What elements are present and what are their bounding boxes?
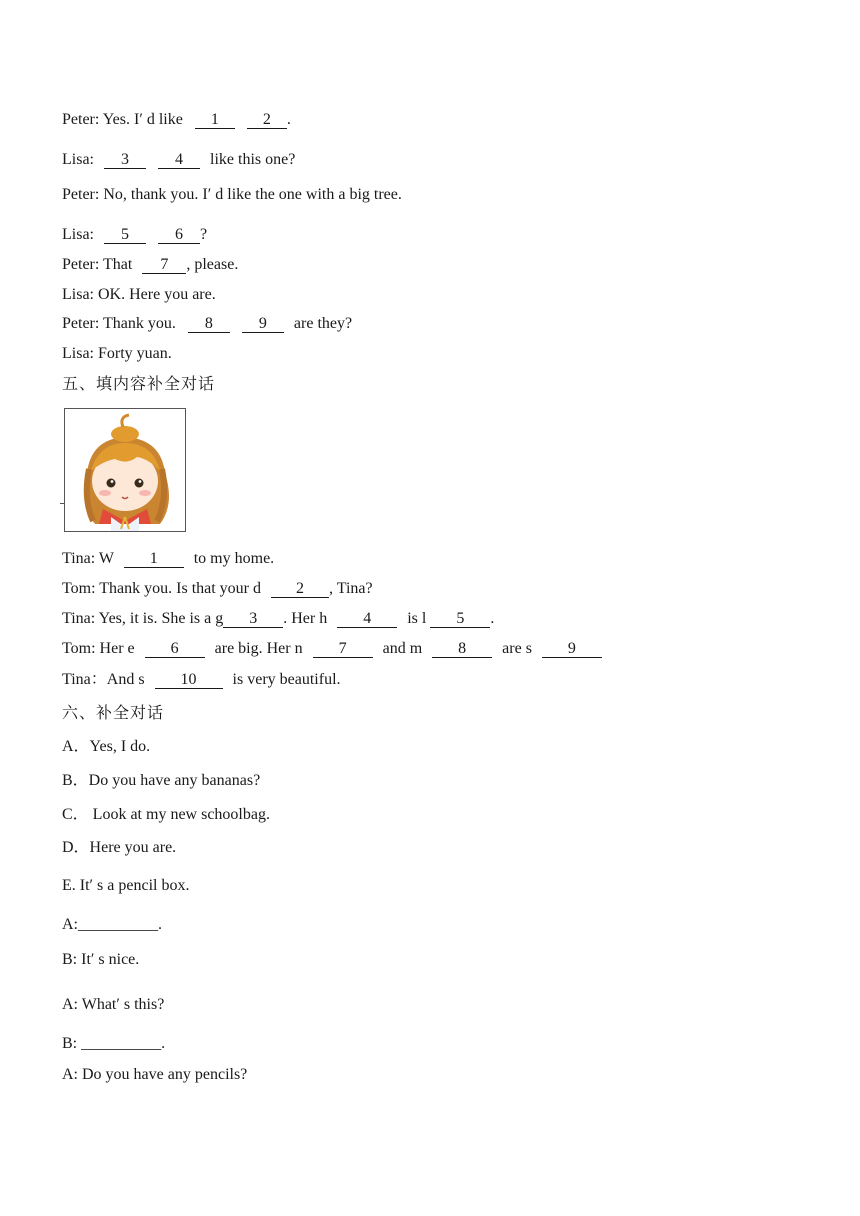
s5-line-1 xyxy=(62,549,274,569)
text-fragment: Tom: Thank you. Is that your d xyxy=(62,580,262,597)
dialog-a-3: A: Do you have any pencils? xyxy=(62,1066,248,1083)
blank-1: 1 xyxy=(195,111,235,129)
blank-9: 9 xyxy=(242,315,284,333)
dialog-a-1: A:__________. xyxy=(62,916,162,933)
text-fragment: . xyxy=(490,610,495,627)
dialog-line-1 xyxy=(62,110,291,130)
text-fragment: and m xyxy=(382,640,423,657)
girl-portrait-image xyxy=(64,408,186,532)
option-e: E. It′ s a pencil box. xyxy=(62,877,190,894)
dialog-a-2: A: What′ s this? xyxy=(62,996,165,1013)
option-b: B．Do you have any bananas? xyxy=(62,772,261,789)
punct: ? xyxy=(200,226,208,243)
dialog-line-4 xyxy=(62,225,207,245)
s5-blank-5: 5 xyxy=(430,610,490,628)
s5-line-5 xyxy=(62,670,341,690)
speaker-text: Lisa: xyxy=(62,151,94,168)
s5-blank-9: 9 xyxy=(542,640,602,658)
dialog-line-2 xyxy=(62,150,295,170)
s5-line-4 xyxy=(62,639,602,659)
tail-text: are they? xyxy=(293,315,353,332)
blank-4: 4 xyxy=(158,151,200,169)
s5-blank-2: 2 xyxy=(271,580,329,598)
speaker-text: Peter: That xyxy=(62,256,133,273)
option-a: A．Yes, I do. xyxy=(62,738,151,755)
dialog-b-1: B: It′ s nice. xyxy=(62,951,140,968)
text-fragment: Tina: W xyxy=(62,550,114,567)
blank-5: 5 xyxy=(104,226,146,244)
tail-text: like this one? xyxy=(210,151,296,168)
text-fragment: Tina：And s xyxy=(62,671,145,688)
text-fragment: is very beautiful. xyxy=(232,671,341,688)
tail-text: , please. xyxy=(186,256,239,273)
text-fragment: are s xyxy=(502,640,532,657)
blank-2: 2 xyxy=(247,111,287,129)
blank-8: 8 xyxy=(188,315,230,333)
dialog-line-3: Peter: No, thank you. I′ d like the one with a big tree. xyxy=(62,186,402,203)
blank-3: 3 xyxy=(104,151,146,169)
blank-7: 7 xyxy=(142,256,186,274)
dialog-line-7 xyxy=(62,314,352,334)
speaker-text: Peter: Thank you. xyxy=(62,315,176,332)
text-fragment: is l xyxy=(407,610,427,627)
section-5-heading: 五、填内容补全对话 xyxy=(62,374,216,393)
speaker-text: Lisa: xyxy=(62,226,94,243)
dialog-b-2: B: __________. xyxy=(62,1035,166,1052)
s5-blank-6: 6 xyxy=(145,640,205,658)
s5-blank-3: 3 xyxy=(223,610,283,628)
text-fragment: Tom: Her e xyxy=(62,640,135,657)
blank-6: 6 xyxy=(158,226,200,244)
s5-blank-7: 7 xyxy=(313,640,373,658)
dialog-line-8: Lisa: Forty yuan. xyxy=(62,345,172,362)
text-fragment: to my home. xyxy=(193,550,275,567)
text-fragment: Tina: Yes, it is. She is a g xyxy=(62,610,224,627)
s5-blank-8: 8 xyxy=(432,640,492,658)
dialog-line-5 xyxy=(62,255,238,275)
s5-blank-1: 1 xyxy=(124,550,184,568)
text-fragment: . Her h xyxy=(283,610,328,627)
speaker-text: Peter: Yes. I′ d like xyxy=(62,111,183,128)
section-6-heading: 六、补全对话 xyxy=(62,703,165,722)
girl-cartoon-icon xyxy=(65,409,185,531)
s5-blank-4: 4 xyxy=(337,610,397,628)
text-fragment: are big. Her n xyxy=(214,640,303,657)
dialog-line-6: Lisa: OK. Here you are. xyxy=(62,286,216,303)
option-d: D．Here you are. xyxy=(62,839,177,856)
s5-line-3 xyxy=(62,609,494,629)
text-fragment: , Tina? xyxy=(329,580,373,597)
s5-blank-10: 10 xyxy=(155,671,223,689)
punct: . xyxy=(286,111,291,128)
s5-line-2 xyxy=(62,579,373,599)
option-c: C． Look at my new schoolbag. xyxy=(62,806,270,823)
